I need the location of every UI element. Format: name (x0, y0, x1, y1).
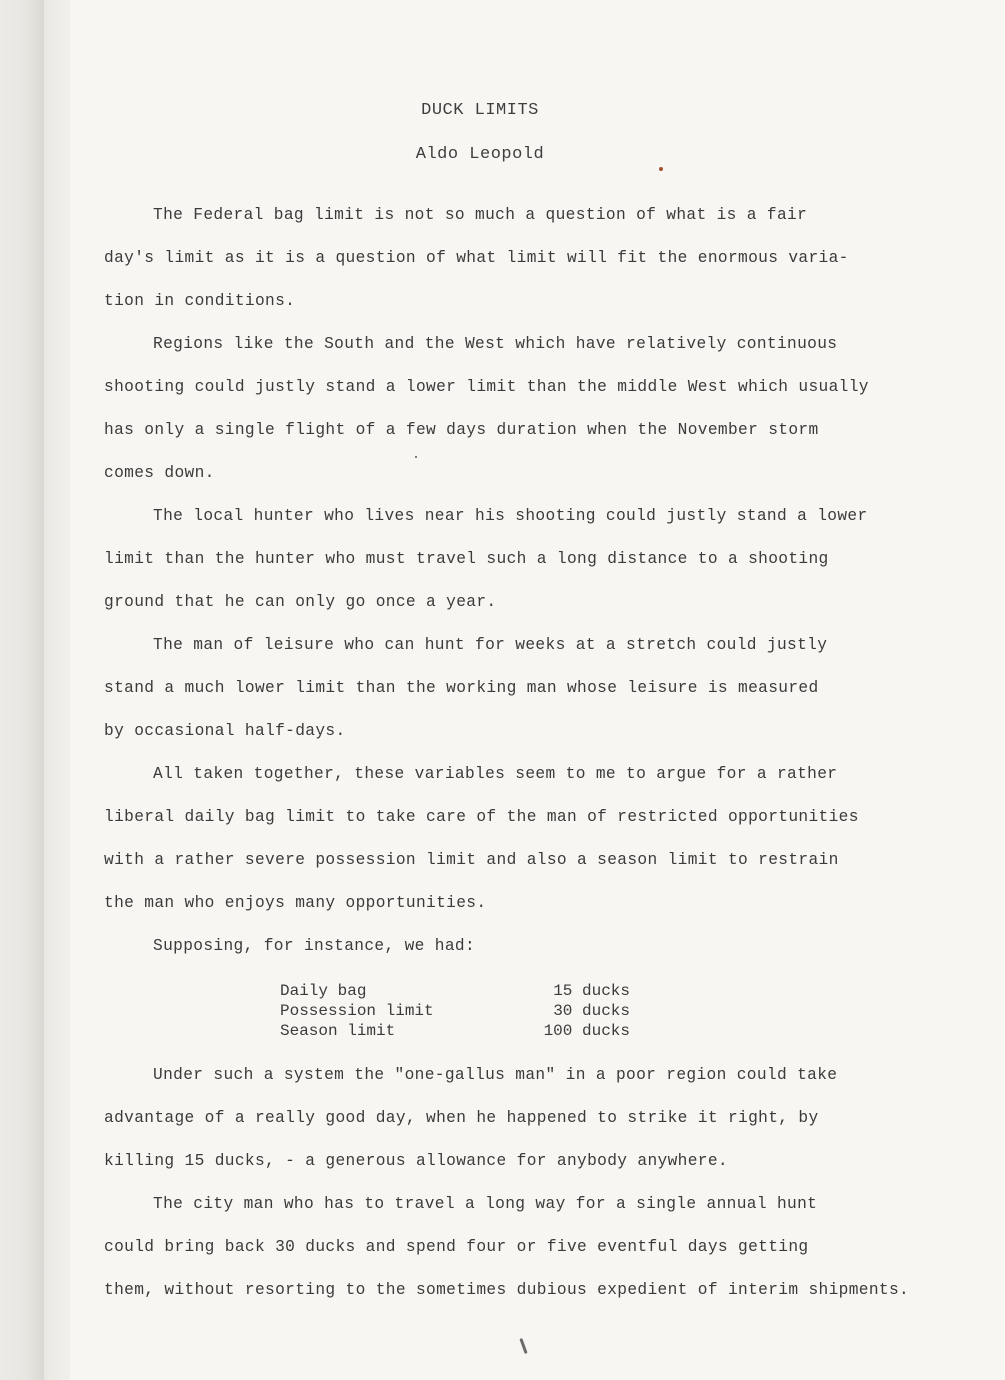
text-line: tion in conditions. (104, 292, 296, 310)
limit-label: Possession limit (280, 1002, 434, 1020)
document-title: DUCK LIMITS (421, 101, 539, 120)
text-line: Regions like the South and the West which have relatively continuous (153, 335, 838, 353)
text-line: advantage of a really good day, when he happened to strike it right, by (104, 1109, 819, 1127)
text-line: liberal daily bag limit to take care of the man of restricted opportunities (104, 808, 859, 826)
text-line: ground that he can only go once a year. (104, 593, 497, 611)
text-line: The local hunter who lives near his shooting could justly stand a lower (153, 507, 868, 525)
text-line: limit than the hunter who must travel such a long distance to a shooting (104, 550, 829, 568)
text-line: the man who enjoys many opportunities. (104, 894, 487, 912)
text-line: The Federal bag limit is not so much a question of what is a fair (153, 206, 808, 224)
limit-value: 100 ducks (543, 1022, 630, 1040)
text-line: All taken together, these variables seem to me to argue for a rather (153, 765, 838, 783)
text-line: Supposing, for instance, we had: (153, 937, 476, 955)
text-line: has only a single flight of a few days duration when the November storm (104, 421, 819, 439)
limit-label: Season limit (280, 1022, 396, 1040)
text-line: by occasional half-days. (104, 722, 346, 740)
page-gutter (44, 0, 71, 1380)
text-line: them, without resorting to the sometimes dubious expedient of interim shipments. (104, 1281, 910, 1299)
text-line: killing 15 ducks, - a generous allowance for anybody anywhere. (104, 1152, 728, 1170)
text-line: day's limit as it is a question of what limit will fit the enormous varia- (104, 249, 849, 267)
text-line: The man of leisure who can hunt for weeks at a stretch could justly (153, 636, 828, 654)
text-line: with a rather severe possession limit and also a season limit to restrain (104, 851, 839, 869)
text-line: comes down. (104, 464, 215, 482)
text-line: stand a much lower limit than the working man whose leisure is measured (104, 679, 819, 697)
ink-speck (659, 167, 663, 171)
text-line: The city man who has to travel a long way for a single annual hunt (153, 1195, 818, 1213)
ink-speck (415, 456, 417, 458)
limit-value: 15 ducks (553, 982, 630, 1000)
limit-value: 30 ducks (553, 1002, 630, 1020)
limit-label: Daily bag (280, 982, 367, 1000)
document-author: Aldo Leopold (415, 145, 545, 164)
binding-edge (0, 0, 45, 1380)
text-line: shooting could justly stand a lower limit than the middle West which usually (104, 378, 869, 396)
text-line: Under such a system the "one-gallus man" in a poor region could take (153, 1066, 838, 1084)
text-line: could bring back 30 ducks and spend four or five eventful days getting (104, 1238, 809, 1256)
